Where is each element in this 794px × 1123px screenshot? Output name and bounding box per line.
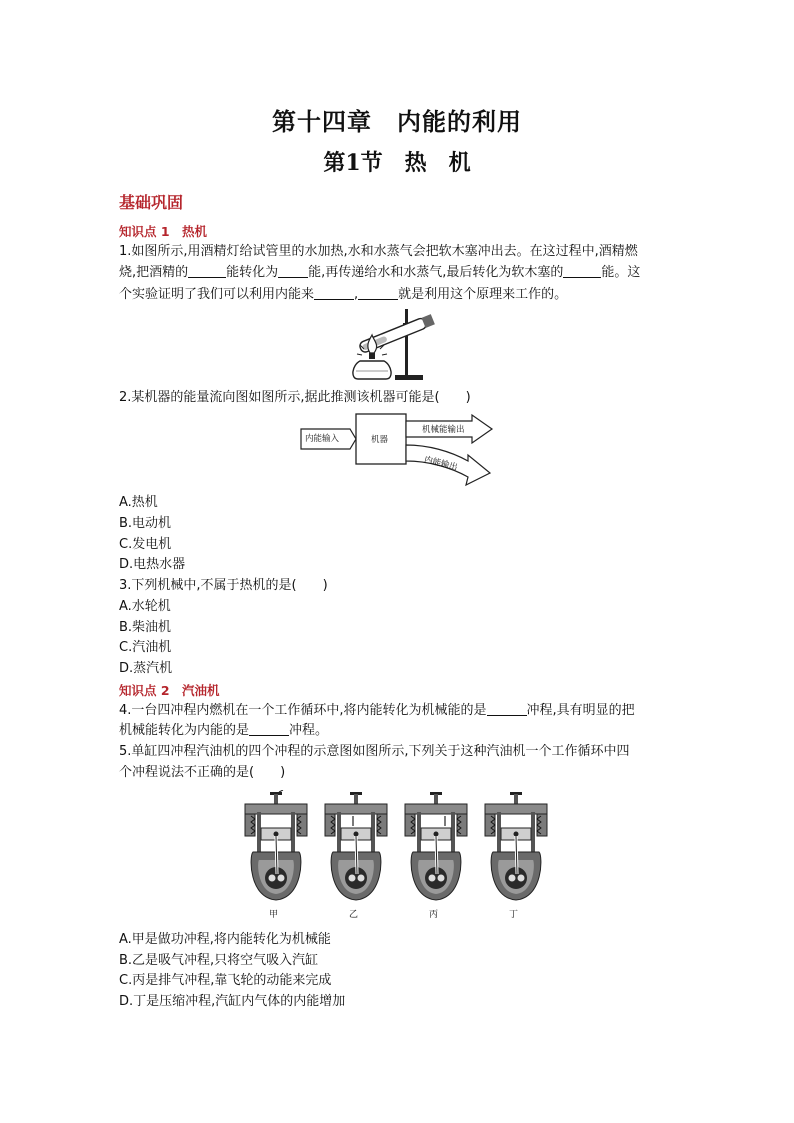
q3-stem: 3.下列机械中,不属于热机的是( ) [119,578,328,593]
q2-option-c[interactable]: C.发电机 [119,537,172,552]
alcohol-lamp [353,361,391,379]
section-heading: 基础巩固 [119,193,184,212]
q2-option-a[interactable]: A.热机 [119,495,158,510]
internal-output-label: 内能输出 [423,455,459,473]
q1-text: 就是利用这个原理来工作的。 [398,287,568,302]
stand-base [395,375,423,380]
answer-blank[interactable] [249,721,289,736]
engine-jia [245,792,307,900]
figure-label-ding: 丁 [509,910,519,920]
answer-blank[interactable] [358,285,398,300]
q2-stem: 2.某机器的能量流向图如图所示,据此推测该机器可能是( ) [119,390,471,405]
q5-line-1: 5.单缸四冲程汽油机的四个冲程的示意图如图所示,下列关于这种汽油机一个工作循环中四 [119,744,630,759]
engine-bing [405,792,467,900]
test-tube-heating-figure [340,305,450,383]
mechanical-output-label: 机械能输出 [422,425,465,435]
engine-strokes-figure [243,790,563,920]
figure-label-bing: 丙 [429,910,439,920]
engine-yi [325,792,387,900]
q3-option-d[interactable]: D.蒸汽机 [119,661,173,676]
answer-blank[interactable] [278,263,308,278]
q3-option-c[interactable]: C.汽油机 [119,640,172,655]
q3-option-b[interactable]: B.柴油机 [119,620,172,635]
answer-blank[interactable] [314,285,354,300]
q5-option-b[interactable]: B.乙是吸气冲程,只将空气吸入汽缸 [119,953,319,968]
q5-option-c[interactable]: C.丙是排气冲程,靠飞轮的动能来完成 [119,973,332,988]
q5-option-d[interactable]: D.丁是压缩冲程,汽缸内气体的内能增加 [119,994,346,1009]
q4-line-2 [119,721,328,741]
lamp-wick [369,353,375,359]
q2-option-d[interactable]: D.电热水器 [119,557,186,572]
q4-text: 机械能转化为内能的是 [119,723,250,738]
q1-text: , [354,287,359,302]
input-label: 内能输入 [305,434,340,444]
q4-text: 4.一台四冲程内燃机在一个工作循环中,将内能转化为机械能的是 [119,703,487,718]
engine-ding [485,792,547,900]
q5-option-a[interactable]: A.甲是做功冲程,将内能转化为机械能 [119,932,331,947]
q2-option-b[interactable]: B.电动机 [119,516,172,531]
knowledge-point-1: 知识点 1 热机 [119,224,208,239]
q1-text: 烧,把酒精的 [119,265,189,280]
q3-option-a[interactable]: A.水轮机 [119,599,171,614]
q1-line-3 [119,285,567,305]
q1-text: 能转化为 [226,265,279,280]
figure-label-jia: 甲 [269,910,279,920]
q1-line-1: 1.如图所示,用酒精灯给试管里的水加热,水和水蒸气会把软木塞冲出去。在这过程中,酒精燃 [119,244,638,259]
q4-line-1 [119,701,635,721]
q4-text: 冲程。 [289,723,329,738]
answer-blank[interactable] [563,263,601,278]
answer-blank[interactable] [188,263,226,278]
section-title: 第1节 热 机 [323,150,471,176]
answer-blank[interactable] [487,701,527,716]
energy-flow-diagram [300,413,495,488]
q1-line-2 [119,263,640,283]
knowledge-point-2: 知识点 2 汽油机 [119,683,220,698]
machine-label: 机器 [371,435,389,445]
figure-label-yi: 乙 [349,910,359,920]
q1-text: 能。这 [601,265,641,280]
q1-text: 个实验证明了我们可以利用内能来 [119,287,315,302]
chapter-title: 第十四章 内能的利用 [272,107,522,136]
q1-text: 能,再传递给水和水蒸气,最后转化为软木塞的 [308,265,564,280]
stand-rod [405,309,408,376]
q5-line-2: 个冲程说法不正确的是( ) [119,765,286,780]
q4-text: 冲程,具有明显的把 [526,703,635,718]
